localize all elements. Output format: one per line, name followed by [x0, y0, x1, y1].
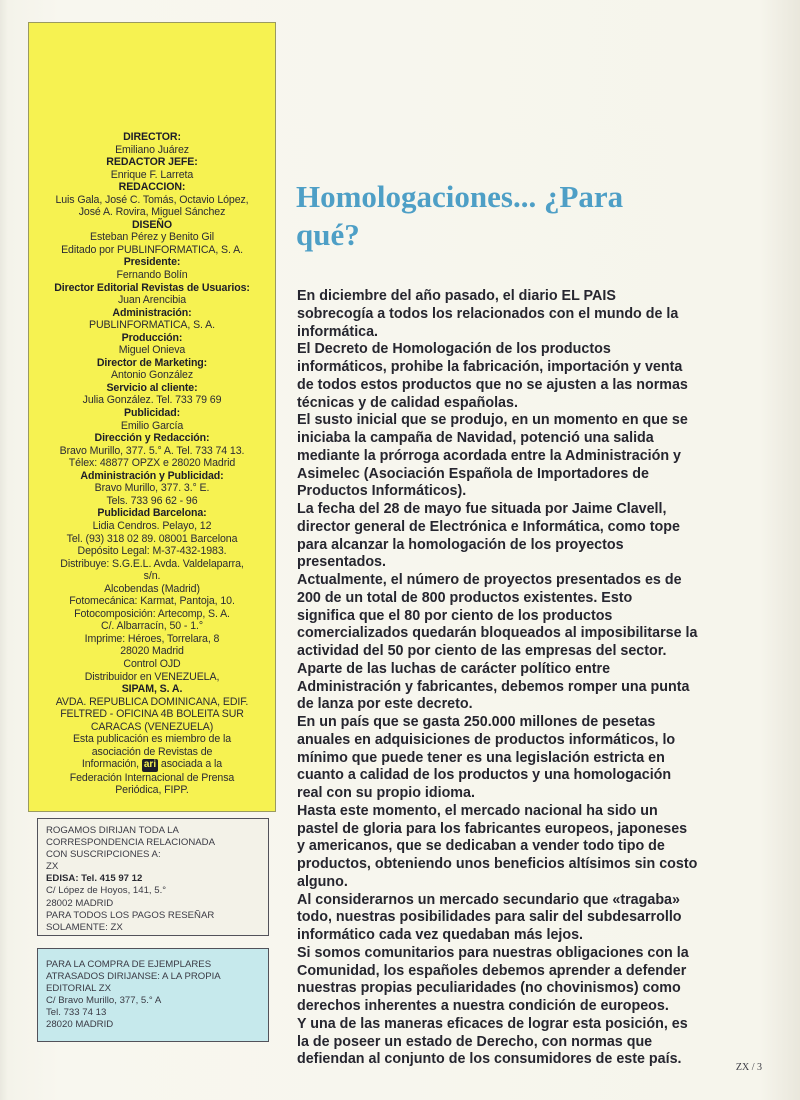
staff-credit-line: asociación de Revistas de [91, 745, 213, 758]
staff-credit-line: AVDA. REPUBLICA DOMINICANA, EDIF. [55, 695, 249, 708]
article-line: informáticos, prohibe la fabricación, importación y venta [297, 359, 683, 375]
notice-line: CON SUSCRIPCIONES A: [46, 849, 161, 861]
article-line: comercializados quedarán bloqueados al imposibilitarse la [297, 625, 698, 642]
notice-line: ROGAMOS DIRIJAN TODA LA [46, 825, 179, 836]
staff-credit-heading: SIPAM, S. A. [121, 683, 183, 696]
article-line: derechos inherentes a nuestra condición de europeos. [297, 998, 669, 1014]
staff-credit-line [29, 758, 275, 772]
staff-credit-heading: Director Editorial Revistas de Usuarios: [54, 281, 250, 294]
staff-credit-line: Télex: 48877 OPZX e 28020 Madrid [68, 457, 236, 470]
staff-credit-line: José A. Rovira, Miguel Sánchez [78, 206, 226, 219]
article-line: informático cada vez quedaban más lejos. [297, 927, 584, 943]
article-line: alguno. [297, 873, 348, 890]
staff-credit-line: 28020 Madrid [120, 645, 184, 658]
article-headline [296, 178, 756, 254]
article-line: de lanza por este decreto. [297, 696, 473, 713]
notice-line: EDISA: Tel. 415 97 12 [46, 873, 143, 885]
staff-credit-line: FELTRED - OFICINA 4B BOLEITA SUR [60, 708, 244, 721]
staff-credit-heading: Presidente: [123, 256, 181, 269]
article-line: Productos Informáticos). [297, 483, 467, 500]
staff-credit-line: Control OJD [123, 657, 181, 670]
staff-credit-line: Emilio García [120, 419, 184, 432]
article-line: En un país que se gasta 250.000 millones de pesetas [297, 714, 656, 730]
staff-credit-heading: Administración y Publicidad: [80, 469, 224, 482]
article-line: para alcanzar la homologación de los proyectos [297, 536, 624, 553]
notice-line: EDITORIAL ZX [46, 983, 112, 995]
staff-credit-line: C/. Albarracín, 50 - 1.° [101, 620, 203, 633]
article-line: La fecha del 28 de mayo fue situada por Jaime Clavell, [297, 501, 667, 517]
notice-line: Tel. 733 74 13 [46, 1007, 107, 1019]
staff-credit-line: Antonio González [110, 369, 194, 382]
staff-credit-line: Bravo Murillo, 377. 3.° E. [94, 482, 210, 495]
staff-credit-line: Lidia Cendros. Pelayo, 12 [92, 519, 212, 532]
staff-credit-line: Luis Gala, José C. Tomás, Octavio López, [55, 193, 249, 206]
notice-line: 28020 MADRID [46, 1019, 114, 1031]
staff-credit-line: Fotomecánica: Karmat, Pantoja, 10. [69, 595, 235, 608]
back-issues-notice [37, 948, 269, 1042]
notice-line: C/ Bravo Murillo, 377, 5.° A [46, 995, 162, 1007]
article-text [297, 288, 767, 1069]
staff-credit-heading: REDACCION: [118, 181, 186, 194]
staff-credit-line: Fotocomposición: Artecomp, S. A. [74, 607, 230, 620]
staff-credit-heading: Director de Marketing: [96, 356, 208, 369]
article-line: de todos estos productos que no se ajusten a las normas [297, 376, 688, 393]
article-line: Comunidad, los españoles debemos aprender a defender [297, 962, 687, 979]
staff-credit-text: Información, [81, 758, 142, 771]
staff-credit-line: Emiliano Juárez [115, 143, 189, 156]
subscriptions-notice-lines [46, 825, 260, 934]
article-line: y americanos, que se dedicaban a vender todo tipo de [297, 838, 665, 855]
article-line: Y una de las maneras eficaces de lograr esta posición, es [297, 1015, 688, 1032]
article-line: Administración y fabricantes, debemos romper una punta [297, 678, 690, 695]
staff-credits-tail [29, 772, 275, 797]
article-line: mediante la prórroga acordada entre la Administración y [297, 447, 682, 464]
article-line: Aparte de las luchas de carácter político entre [297, 660, 611, 677]
article-line: Al considerarnos un mercado secundario que «tragaba» [297, 891, 680, 908]
article-line: informática. [297, 323, 379, 340]
staff-credit-line: Alcobendas (Madrid) [104, 582, 200, 595]
article-line: 200 de un total de 800 productos existentes. Esto [297, 589, 633, 606]
notice-line: C/ López de Hoyos, 141, 5.° [46, 885, 167, 897]
article-line: real con su propio idioma. [297, 785, 475, 801]
staff-credit-line: Federación Internacional de Prensa [69, 771, 235, 784]
staff-credits [29, 131, 275, 797]
article-line: El susto inicial que se produjo, en un momento en que se [297, 412, 688, 429]
notice-line: PARA TODOS LOS PAGOS RESEÑAR [46, 909, 215, 921]
page-folio: ZX / 3 [735, 1062, 762, 1073]
article-line: anuales en adquisiciones de productos informáticos, lo [297, 731, 676, 748]
staff-credit-line: Miguel Onieva [118, 344, 186, 357]
article-line: nuestras propias peculiaridades (no chovinismos) como [297, 980, 681, 997]
article-line: sobrecogía a todos los relacionados con el mundo de la [297, 305, 679, 322]
staff-credit-line: Imprime: Héroes, Torrelara, 8 [84, 632, 220, 645]
article-line: cuanto a calidad de los productos y una homologación [297, 767, 672, 784]
headline-line: Homologaciones... ¿Para [296, 179, 624, 214]
headline-line: qué? [296, 217, 360, 252]
staff-credit-line: Depósito Legal: M-37-432-1983. [77, 545, 227, 558]
staff-credit-line: Esteban Pérez y Benito Gil [89, 231, 214, 244]
staff-credit-line: Editado por PUBLINFORMATICA, S. A. [61, 243, 243, 256]
staff-credit-heading: DISEÑO [131, 218, 173, 231]
staff-credit-line: Distribuye: S.G.E.L. Avda. Valdelaparra, [60, 557, 244, 570]
notice-line: PARA LA COMPRA DE EJEMPLARES [46, 959, 212, 970]
article-line: defiendan al conjunto de los consumidores de este país. [297, 1051, 682, 1068]
article-line: Hasta este momento, el mercado nacional ha sido un [297, 802, 658, 819]
staff-credit-line: Tel. (93) 318 02 89. 08001 Barcelona [66, 532, 238, 545]
article-line: presentados. [297, 554, 386, 571]
staff-credit-line: CARACAS (VENEZUELA) [90, 720, 214, 733]
article-line: El Decreto de Homologación de los productos [297, 341, 611, 358]
staff-credit-line: Periódica, FIPP. [115, 784, 189, 797]
staff-credit-heading: Servicio al cliente: [106, 381, 198, 394]
staff-credit-line: Juan Arencibia [117, 294, 187, 307]
back-issues-notice-lines [46, 959, 260, 1032]
staff-credit-line: Esta publicación es miembro de la [72, 733, 232, 746]
staff-credit-heading: DIRECTOR: [123, 131, 181, 143]
article-line: En diciembre del año pasado, el diario EL PAIS [297, 288, 616, 304]
article-line: Actualmente, el número de proyectos presentados es de [297, 572, 682, 588]
staff-credits-list [29, 131, 275, 758]
staff-masthead-box [28, 22, 276, 812]
notice-line: ZX [46, 861, 59, 873]
staff-credit-heading: Publicidad: [124, 407, 180, 420]
staff-credit-heading: Producción: [121, 331, 183, 344]
article-line: director general de Electrónica e Informática, como tope [297, 518, 680, 535]
staff-credit-line: Fernando Bolín [116, 269, 188, 282]
article-line: Asimelec (Asociación Española de Importadores de [297, 465, 649, 482]
staff-credit-text: asociada a la [158, 758, 223, 771]
article-line: técnicas y de calidad españolas. [297, 394, 518, 411]
staff-credit-heading: REDACTOR JEFE: [106, 156, 198, 169]
ari-logo: ari [143, 759, 157, 771]
staff-credit-line: Distribuidor en VENEZUELA, [84, 670, 220, 683]
staff-credit-line: Bravo Murillo, 377. 5.° A. Tel. 733 74 13. [59, 444, 245, 457]
article-line: actividad del 50 por ciento de las empresas del sector. [297, 643, 667, 659]
article-line: la de poseer un estado de Derecho, con normas que [297, 1033, 653, 1050]
staff-credit-heading: Dirección y Redacción: [94, 432, 210, 445]
article-line: productos, obteniendo unos beneficios altísimos sin costo [297, 856, 698, 872]
staff-credit-line: Julia González. Tel. 733 79 69 [82, 394, 222, 407]
staff-credit-line: PUBLINFORMATICA, S. A. [89, 319, 215, 332]
notice-line: CORRESPONDENCIA RELACIONADA [46, 837, 215, 849]
staff-credit-heading: Administración: [112, 306, 192, 319]
staff-credit-line: Tels. 733 96 62 - 96 [106, 494, 198, 507]
staff-credit-line: s/n. [143, 570, 161, 583]
article-line: mínimo que puede tener es una legislación estricta en [297, 749, 665, 766]
staff-credit-line: Enrique F. Larreta [110, 168, 194, 181]
notice-line: 28002 MADRID [46, 897, 114, 909]
staff-credit-heading: Publicidad Barcelona: [97, 507, 207, 520]
article-line: iniciaba la campaña de Navidad, potenció una salida [297, 430, 654, 446]
subscriptions-notice [37, 818, 269, 936]
notice-line: SOLAMENTE: ZX [46, 921, 123, 933]
article-line: todo, nuestras posibilidades para salir del subdesarrollo [297, 909, 682, 926]
article-body [297, 288, 767, 1069]
notice-line: ATRASADOS DIRIJANSE: A LA PROPIA [46, 971, 221, 983]
article-line: Si somos comunitarios para nuestras obligaciones con la [297, 944, 689, 961]
article-line: significa que el 80 por ciento de los productos [297, 607, 613, 624]
article-line: pastel de gloria para los fabricantes europeos, japoneses [297, 820, 688, 837]
